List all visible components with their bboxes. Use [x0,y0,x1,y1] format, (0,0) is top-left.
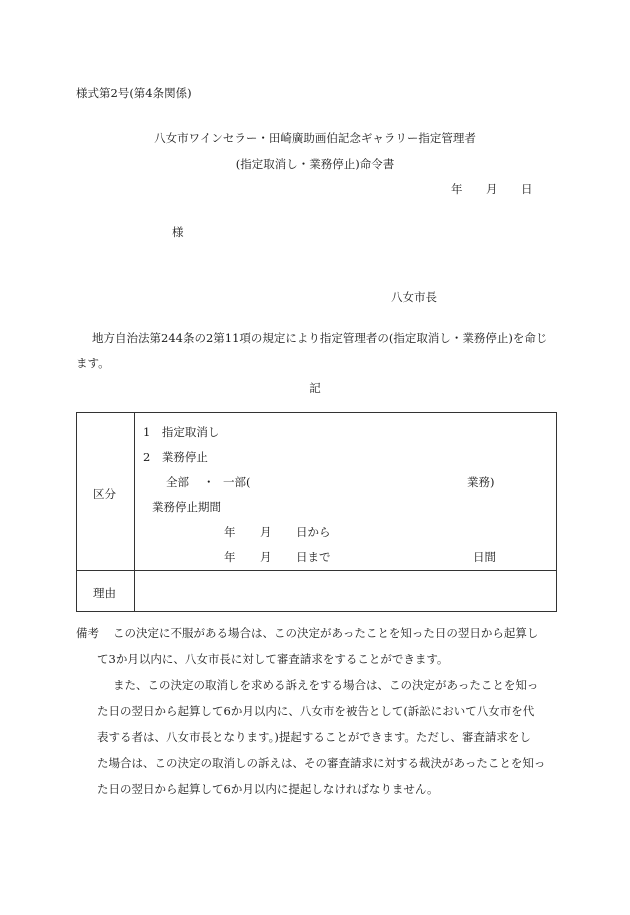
scope-separator: ・ [203,475,215,489]
table-row-divider [77,570,556,571]
table-column-divider [134,413,135,611]
remarks-line: た場合は、この決定の取消しの訴えは、その審査請求に対する裁決があったことを知っ [97,756,546,770]
document-title: 八女市ワインセラー・田崎廣助画伯記念ギャラリー指定管理者 [154,131,476,145]
days-label: 日間 [473,550,496,564]
date-day-label: 日 [521,182,533,196]
remarks-line: この決定に不服がある場合は、この決定があったことを知った日の翌日から起算し [113,626,539,640]
remarks-line: た日の翌日から起算して6か月以内に提起しなければなりません。 [97,782,439,796]
remarks-line: て3か月以内に、八女市長に対して審査請求をすることができます。 [97,652,449,666]
date-year-label: 年 [451,182,463,196]
from-year-label: 年 [224,525,236,539]
body-text-line: ます。 [76,356,110,370]
remarks-line: た日の翌日から起算して6か月以内に、八女市を被告として(訴訟において八女市を代 [97,704,535,718]
body-text-line: 地方自治法第244条の2第11項の規定により指定管理者の(指定取消し・業務停止)を命じ [92,331,548,345]
remarks-line: また、この決定の取消しを求める訴えをする場合は、この決定があったことを知っ [113,678,539,692]
classification-label: 区分 [93,487,116,501]
remarks-line: 表する者は、八女市長となります。)提起することができます。ただし、審査請求をし [97,730,531,744]
record-mark: 記 [309,381,321,395]
scope-part-open: 一部( [223,475,251,489]
form-number: 様式第2号(第4条関係) [76,86,192,100]
remarks-label: 備考 [76,626,99,640]
suspension-period-label: 業務停止期間 [152,500,221,514]
reason-label: 理由 [93,586,116,600]
scope-part-close: 業務) [467,475,495,489]
addressee-suffix: 様 [172,225,184,239]
from-month-label: 月 [260,525,272,539]
scope-all: 全部 [166,475,189,489]
to-day-label: 日まで [296,550,331,564]
to-year-label: 年 [224,550,236,564]
issuer-name: 八女市長 [391,290,437,304]
option-revocation: 1 指定取消し [143,425,220,439]
option-suspension: 2 業務停止 [143,450,208,464]
to-month-label: 月 [260,550,272,564]
date-month-label: 月 [486,182,498,196]
from-day-label: 日から [296,525,331,539]
detail-table [76,412,557,612]
document-subtitle: (指定取消し・業務停止)命令書 [235,157,395,171]
